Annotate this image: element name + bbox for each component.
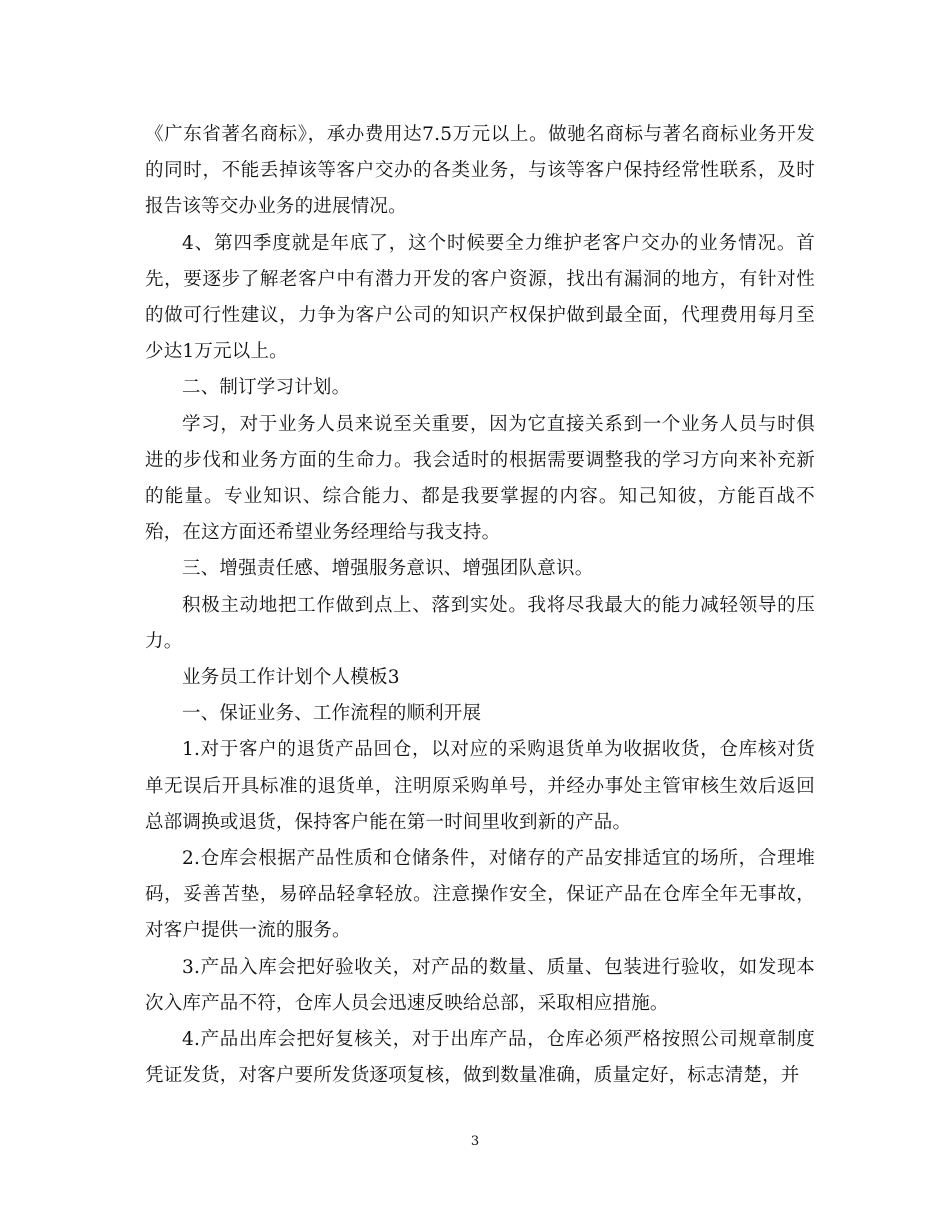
list-item-2: 2.仓库会根据产品性质和仓储条件，对储存的产品安排适宜的场所，合理堆码，妥善苫垫，易碎品轻拿轻放。注意操作安全，保证产品在仓库全年无事故，对客户提供一流的服务。 [145, 848, 815, 942]
template-title: 业务员工作计划个人模板3 [182, 667, 400, 689]
section-heading-3: 三、增强责任感、增强服务意识、增强团队意识。 [182, 558, 594, 580]
list-item-3: 3.产品入库会把好验收关，对产品的数量、质量、包装进行验收，如发现本次入库产品不符，仓库人员会迅速反映给总部，采取相应措施。 [145, 956, 815, 1014]
page-number: 3 [470, 1134, 480, 1149]
paragraph-2: 4、第四季度就是年底了，这个时候要全力维护老客户交办的业务情况。首先，要逐步了解老客户中有潜力开发的客户资源，找出有漏洞的地方，有针对性的做可行性建议，力争为客户公司的知识产权保护做到最全面，代理费用每月至少达1万元以上。 [145, 232, 815, 363]
list-item-4: 4.产品出库会把好复核关，对于出库产品，仓库必须严格按照公司规章制度凭证发货，对客户要所发货逐项复核，做到数量准确，质量定好，标志清楚，并 [145, 1029, 815, 1087]
paragraph-4: 积极主动地把工作做到点上、落到实处。我将尽我最大的能力减轻领导的压力。 [145, 594, 815, 652]
document-body [145, 117, 815, 1094]
paragraph-3: 学习，对于业务人员来说至关重要，因为它直接关系到一个业务人员与时俱进的步伐和业务方面的生命力。我会适时的根据需要调整我的学习方向来补充新的能量。专业知识、综合能力、都是我要掌握的内容。知己知彼，方能百战不殆，在这方面还希望业务经理给与我支持。 [145, 413, 815, 544]
list-item-1: 1.对于客户的退货产品回仓，以对应的采购退货单为收据收货，仓库核对货单无误后开具标准的退货单，注明原采购单号，并经办事处主管审核生效后返回总部调换或退货，保持客户能在第一时间里收到新的产品。 [145, 739, 815, 833]
section-heading-1: 一、保证业务、工作流程的顺利开展 [182, 703, 482, 725]
paragraph-1: 《广东省著名商标》，承办费用达7.5万元以上。做驰名商标与著名商标业务开发的同时，不能丢掉该等客户交办的各类业务，与该等客户保持经常性联系，及时报告该等交办业务的进展情况。 [145, 124, 815, 218]
section-heading-2: 二、制订学习计划。 [182, 377, 351, 399]
